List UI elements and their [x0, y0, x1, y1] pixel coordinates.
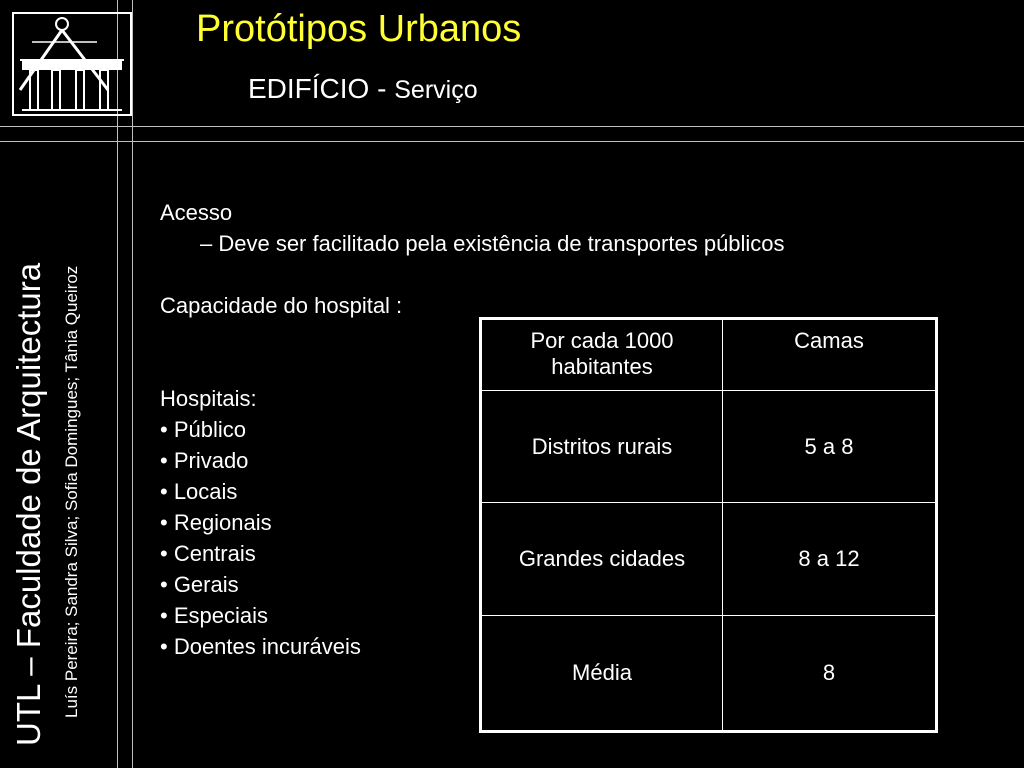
- access-item: – Deve ser facilitado pela existência de transportes públicos: [200, 231, 785, 256]
- architecture-faculty-logo-icon: [12, 12, 132, 116]
- capacity-table: [479, 317, 938, 733]
- table-cell: Distritos rurais: [481, 391, 723, 503]
- page-subtitle: [248, 73, 478, 105]
- table-cell: 5 a 8: [723, 391, 937, 503]
- table-row: [481, 615, 937, 731]
- top-divider-line: [0, 126, 1024, 127]
- page-title: Protótipos Urbanos: [196, 8, 522, 50]
- list-item: • Centrais: [160, 541, 256, 566]
- list-item: • Gerais: [160, 572, 239, 597]
- table-header-cell: Por cada 1000 habitantes: [481, 319, 723, 391]
- top-divider-line-2: [0, 141, 1024, 142]
- table-cell: Grandes cidades: [481, 503, 723, 615]
- list-item: • Doentes incuráveis: [160, 634, 361, 659]
- table-cell: 8: [723, 615, 937, 731]
- table-cell: 8 a 12: [723, 503, 937, 615]
- subtitle-small: Serviço: [394, 76, 478, 104]
- table-cell: Média: [481, 615, 723, 731]
- list-item: • Especiais: [160, 603, 268, 628]
- list-item: • Regionais: [160, 510, 272, 535]
- hospitals-heading: Hospitais:: [160, 386, 257, 411]
- table-row: [481, 391, 937, 503]
- table-header-row: [481, 319, 937, 391]
- subtitle-main: EDIFÍCIO -: [248, 73, 395, 104]
- table-row: [481, 503, 937, 615]
- institution-label: UTL – Faculdade de Arquitectura: [10, 262, 47, 746]
- table-header-cell: Camas: [723, 319, 937, 391]
- authors-label: Luís Pereira; Sandra Silva; Sofia Domingues; Tânia Queiroz: [62, 265, 81, 718]
- capacity-heading: Capacidade do hospital :: [160, 293, 403, 318]
- list-item: • Privado: [160, 448, 249, 473]
- left-divider-line-2: [132, 0, 133, 768]
- list-item: • Público: [160, 417, 246, 442]
- list-item: • Locais: [160, 479, 238, 504]
- access-heading: Acesso: [160, 200, 233, 225]
